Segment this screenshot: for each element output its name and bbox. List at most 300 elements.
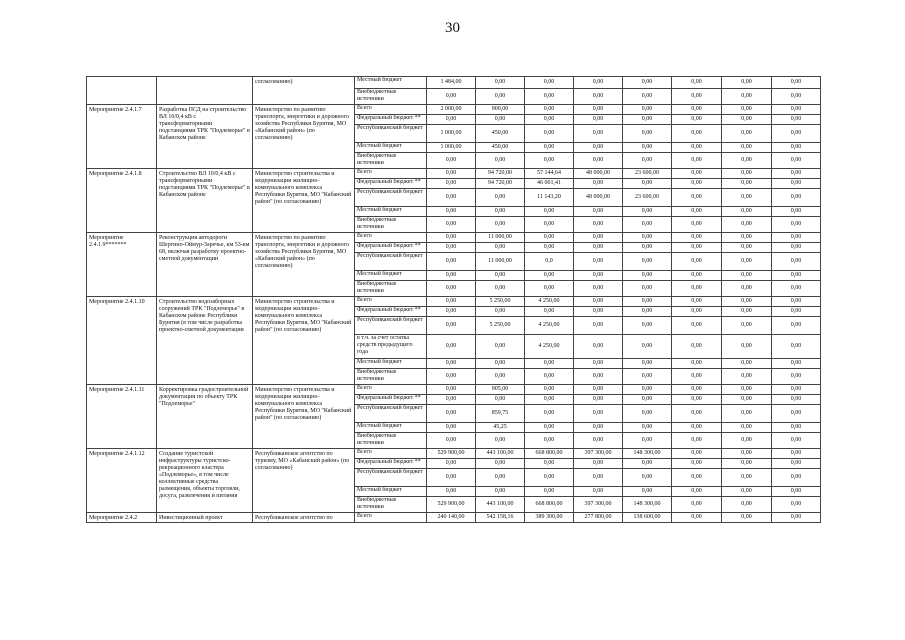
amount-cell: 0,00 bbox=[722, 169, 772, 179]
amount-cell: 389 300,00 bbox=[525, 513, 574, 523]
amount-cell: 0,00 bbox=[722, 395, 772, 405]
amount-cell: 0,00 bbox=[672, 207, 722, 217]
amount-cell: 0,00 bbox=[427, 189, 476, 207]
funding-source-cell: Республиканский бюджет bbox=[355, 469, 427, 487]
amount-cell: 0,00 bbox=[574, 271, 623, 281]
amount-cell: 0,00 bbox=[772, 77, 821, 89]
amount-cell: 0,00 bbox=[623, 207, 672, 217]
amount-cell: 0,00 bbox=[623, 469, 672, 487]
amount-cell: 0,00 bbox=[623, 281, 672, 297]
amount-cell: 57 144,64 bbox=[525, 169, 574, 179]
amount-cell: 0,00 bbox=[722, 253, 772, 271]
amount-cell: 0,00 bbox=[722, 459, 772, 469]
executor-cell: согласованию) bbox=[253, 77, 355, 105]
amount-cell: 0,00 bbox=[722, 105, 772, 115]
amount-cell: 0,00 bbox=[623, 105, 672, 115]
amount-cell: 0,00 bbox=[623, 271, 672, 281]
amount-cell: 0,00 bbox=[427, 297, 476, 307]
funding-source-cell: Федеральный бюджет ** bbox=[355, 307, 427, 317]
amount-cell: 0,00 bbox=[525, 207, 574, 217]
amount-cell: 0,00 bbox=[476, 433, 525, 449]
amount-cell: 0,00 bbox=[574, 179, 623, 189]
amount-cell: 450,00 bbox=[476, 143, 525, 153]
funding-source-cell: Местный бюджет bbox=[355, 77, 427, 89]
amount-cell: 0,00 bbox=[623, 487, 672, 497]
amount-cell: 0,00 bbox=[623, 253, 672, 271]
amount-cell: 0,00 bbox=[574, 359, 623, 369]
funding-source-cell: Всего bbox=[355, 449, 427, 459]
table-row bbox=[87, 105, 821, 115]
amount-cell: 0,00 bbox=[574, 153, 623, 169]
funding-source-cell: Внебюджетные источники bbox=[355, 89, 427, 105]
description-cell: Разработка ПСД на строительство ВЛ 10/0,4 кВ с трансформаторными подстанциями ТРК "Подлеморье" в Кабанском районе bbox=[157, 105, 253, 169]
amount-cell: 1 484,00 bbox=[427, 77, 476, 89]
amount-cell: 859,75 bbox=[476, 405, 525, 423]
amount-cell: 0,00 bbox=[574, 233, 623, 243]
amount-cell: 4 250,00 bbox=[525, 317, 574, 335]
amount-cell: 0,00 bbox=[672, 217, 722, 233]
funding-source-cell: Всего bbox=[355, 297, 427, 307]
amount-cell: 0,00 bbox=[476, 369, 525, 385]
amount-cell: 0,00 bbox=[722, 143, 772, 153]
amount-cell: 0,00 bbox=[772, 395, 821, 405]
executor-cell: Республиканское агентство по туризму, МО «Кабанский район» (по согласованию) bbox=[253, 449, 355, 513]
amount-cell: 0,00 bbox=[574, 307, 623, 317]
amount-cell: 0,00 bbox=[672, 469, 722, 487]
amount-cell: 0,00 bbox=[722, 317, 772, 335]
amount-cell: 0,00 bbox=[672, 125, 722, 143]
amount-cell: 0,00 bbox=[672, 233, 722, 243]
amount-cell: 138 600,00 bbox=[623, 513, 672, 523]
amount-cell: 0,00 bbox=[574, 243, 623, 253]
amount-cell: 0,00 bbox=[772, 233, 821, 243]
amount-cell: 0,00 bbox=[476, 359, 525, 369]
amount-cell: 0,00 bbox=[623, 89, 672, 105]
amount-cell: 0,00 bbox=[525, 217, 574, 233]
executor-cell: Министерство по развитию транспорта, энергетики и дорожного хозяйства Республики Бурятия, МО «Кабанский район» (по согласованию) bbox=[253, 233, 355, 297]
amount-cell: 0,00 bbox=[623, 459, 672, 469]
amount-cell: 0,00 bbox=[623, 317, 672, 335]
measure-cell: Мероприятие 2.4.1.11 bbox=[87, 385, 157, 449]
amount-cell: 0,00 bbox=[623, 233, 672, 243]
amount-cell: 0,00 bbox=[722, 281, 772, 297]
amount-cell: 0,00 bbox=[772, 335, 821, 359]
measure-cell: Мероприятие 2.4.1.9******* bbox=[87, 233, 157, 297]
amount-cell: 443 100,00 bbox=[476, 449, 525, 459]
description-cell bbox=[157, 77, 253, 105]
amount-cell: 0,00 bbox=[574, 217, 623, 233]
amount-cell: 0,00 bbox=[672, 271, 722, 281]
amount-cell: 0,00 bbox=[525, 105, 574, 115]
amount-cell: 0,00 bbox=[672, 105, 722, 115]
amount-cell: 0,00 bbox=[427, 281, 476, 297]
amount-cell: 0,00 bbox=[722, 233, 772, 243]
amount-cell: 0,00 bbox=[772, 271, 821, 281]
amount-cell: 0,00 bbox=[525, 405, 574, 423]
amount-cell: 45,25 bbox=[476, 423, 525, 433]
measure-cell: Мероприятие 2.4.1.8 bbox=[87, 169, 157, 233]
amount-cell: 0,00 bbox=[672, 459, 722, 469]
amount-cell: 0,00 bbox=[574, 143, 623, 153]
amount-cell: 0,00 bbox=[672, 307, 722, 317]
funding-source-cell: Республиканский бюджет bbox=[355, 405, 427, 423]
amount-cell: 0,00 bbox=[722, 153, 772, 169]
amount-cell: 0,00 bbox=[772, 207, 821, 217]
executor-cell: Министерство строительства и модернизации жилищно-коммунального комплекса Республики Бурятия, МО "Кабанский район" (по согласованию) bbox=[253, 297, 355, 385]
amount-cell: 900,00 bbox=[476, 105, 525, 115]
amount-cell: 668 800,00 bbox=[525, 497, 574, 513]
amount-cell: 0,00 bbox=[525, 153, 574, 169]
description-cell: Реконструкция автодороги Шергино-Оймур-Заречье, км 53-км 68, включая разработку проектно-сметной документации bbox=[157, 233, 253, 297]
amount-cell: 0,00 bbox=[722, 513, 772, 523]
amount-cell: 0,00 bbox=[722, 469, 772, 487]
amount-cell: 0,00 bbox=[525, 125, 574, 143]
amount-cell: 0,00 bbox=[427, 317, 476, 335]
amount-cell: 1 000,00 bbox=[427, 125, 476, 143]
funding-source-cell: Федеральный бюджет ** bbox=[355, 179, 427, 189]
amount-cell: 0,00 bbox=[427, 169, 476, 179]
amount-cell: 0,00 bbox=[525, 385, 574, 395]
amount-cell: 0,00 bbox=[722, 217, 772, 233]
funding-source-cell: Всего bbox=[355, 513, 427, 523]
amount-cell: 0,00 bbox=[772, 513, 821, 523]
amount-cell: 0,00 bbox=[623, 405, 672, 423]
amount-cell: 0,00 bbox=[722, 405, 772, 423]
executor-cell: Министерство по развитию транспорта, энергетики и дорожного хозяйства Республики Бурятия, МО «Кабанский район» (по согласованию) bbox=[253, 105, 355, 169]
amount-cell: 0,00 bbox=[427, 217, 476, 233]
funding-source-cell: Федеральный бюджет ** bbox=[355, 395, 427, 405]
funding-source-cell: Всего bbox=[355, 385, 427, 395]
table-row bbox=[87, 297, 821, 307]
amount-cell: 0,00 bbox=[574, 105, 623, 115]
amount-cell: 0,00 bbox=[574, 459, 623, 469]
amount-cell: 0,00 bbox=[672, 253, 722, 271]
amount-cell: 0,00 bbox=[672, 189, 722, 207]
amount-cell: 0,00 bbox=[574, 423, 623, 433]
funding-source-cell: Местный бюджет bbox=[355, 359, 427, 369]
amount-cell: 0,00 bbox=[427, 307, 476, 317]
amount-cell: 0,00 bbox=[525, 233, 574, 243]
amount-cell: 0,00 bbox=[574, 369, 623, 385]
amount-cell: 0,00 bbox=[722, 207, 772, 217]
funding-source-cell: Внебюджетные источники bbox=[355, 153, 427, 169]
amount-cell: 148 300,00 bbox=[623, 449, 672, 459]
amount-cell: 0,00 bbox=[623, 433, 672, 449]
amount-cell: 0,00 bbox=[772, 143, 821, 153]
amount-cell: 0,00 bbox=[623, 143, 672, 153]
amount-cell: 0,00 bbox=[672, 335, 722, 359]
amount-cell: 0,00 bbox=[672, 89, 722, 105]
amount-cell: 0,00 bbox=[672, 359, 722, 369]
amount-cell: 0,00 bbox=[722, 449, 772, 459]
amount-cell: 0,00 bbox=[427, 271, 476, 281]
amount-cell: 0,00 bbox=[772, 487, 821, 497]
amount-cell: 0,00 bbox=[623, 115, 672, 125]
amount-cell: 0,00 bbox=[722, 115, 772, 125]
amount-cell: 0,00 bbox=[623, 297, 672, 307]
amount-cell: 240 140,00 bbox=[427, 513, 476, 523]
amount-cell: 0,00 bbox=[574, 469, 623, 487]
amount-cell: 0,00 bbox=[525, 307, 574, 317]
amount-cell: 23 600,00 bbox=[623, 169, 672, 179]
amount-cell: 450,00 bbox=[476, 125, 525, 143]
description-cell: Создание туристской инфраструктуры туристско-рекреационного кластера «Подлеморье», в том числе коллективные средства размещения, объекты торговли, досуга, развлечения и питания bbox=[157, 449, 253, 513]
amount-cell: 0,00 bbox=[476, 115, 525, 125]
amount-cell: 0,00 bbox=[672, 281, 722, 297]
amount-cell: 0,00 bbox=[672, 423, 722, 433]
amount-cell: 443 100,00 bbox=[476, 497, 525, 513]
amount-cell: 0,00 bbox=[476, 281, 525, 297]
executor-cell: Министерство строительства и модернизации жилищно-коммунального комплекса Республики Бурятия, МО "Кабанский район" (по согласованию) bbox=[253, 169, 355, 233]
amount-cell: 0,00 bbox=[722, 125, 772, 143]
amount-cell: 0,00 bbox=[672, 395, 722, 405]
amount-cell: 0,00 bbox=[574, 207, 623, 217]
amount-cell: 0,00 bbox=[525, 469, 574, 487]
amount-cell: 0,00 bbox=[722, 307, 772, 317]
amount-cell: 0,00 bbox=[722, 271, 772, 281]
amount-cell: 0,00 bbox=[772, 217, 821, 233]
amount-cell: 0,00 bbox=[722, 297, 772, 307]
amount-cell: 0,00 bbox=[772, 115, 821, 125]
amount-cell: 11 143,20 bbox=[525, 189, 574, 207]
amount-cell: 0,00 bbox=[574, 89, 623, 105]
amount-cell: 0,00 bbox=[476, 395, 525, 405]
amount-cell: 23 600,00 bbox=[623, 189, 672, 207]
amount-cell: 0,00 bbox=[476, 307, 525, 317]
amount-cell: 0,00 bbox=[574, 115, 623, 125]
amount-cell: 0,00 bbox=[476, 189, 525, 207]
amount-cell: 0,00 bbox=[574, 281, 623, 297]
funding-source-cell: Всего bbox=[355, 233, 427, 243]
measure-cell: Мероприятие 2.4.1.10 bbox=[87, 297, 157, 385]
funding-source-cell: Местный бюджет bbox=[355, 487, 427, 497]
amount-cell: 0,00 bbox=[623, 395, 672, 405]
amount-cell: 0,00 bbox=[722, 423, 772, 433]
amount-cell: 48 000,00 bbox=[574, 189, 623, 207]
amount-cell: 0,00 bbox=[525, 395, 574, 405]
amount-cell: 0,00 bbox=[623, 369, 672, 385]
amount-cell: 0,00 bbox=[574, 125, 623, 143]
funding-source-cell: Федеральный бюджет ** bbox=[355, 243, 427, 253]
amount-cell: 0,00 bbox=[574, 487, 623, 497]
table-row bbox=[87, 233, 821, 243]
amount-cell: 0,00 bbox=[574, 433, 623, 449]
description-cell: Корректировка градостроительной документации по объекту ТРК "Подлеморье" bbox=[157, 385, 253, 449]
amount-cell: 668 800,00 bbox=[525, 449, 574, 459]
amount-cell: 0,00 bbox=[772, 369, 821, 385]
amount-cell: 0,00 bbox=[427, 153, 476, 169]
funding-source-cell: Республиканский бюджет bbox=[355, 317, 427, 335]
table-row bbox=[87, 385, 821, 395]
description-cell: Строительство водозаборных сооружений ТРК "Подлеморье" в Кабанском районе Республики Бурятия (в том числе разработка проектно-сметной документации bbox=[157, 297, 253, 385]
amount-cell: 0,00 bbox=[772, 297, 821, 307]
amount-cell: 0,00 bbox=[672, 243, 722, 253]
amount-cell: 0,00 bbox=[623, 335, 672, 359]
amount-cell: 0,00 bbox=[772, 459, 821, 469]
amount-cell: 0,00 bbox=[772, 433, 821, 449]
amount-cell: 0,00 bbox=[672, 405, 722, 423]
amount-cell: 0,00 bbox=[427, 487, 476, 497]
executor-cell: Республиканское агентство по bbox=[253, 513, 355, 523]
funding-source-cell: Федеральный бюджет ** bbox=[355, 115, 427, 125]
amount-cell: 0,00 bbox=[772, 385, 821, 395]
amount-cell: 5 250,00 bbox=[476, 297, 525, 307]
amount-cell: 0,00 bbox=[672, 143, 722, 153]
amount-cell: 0,00 bbox=[427, 207, 476, 217]
amount-cell: 0,00 bbox=[772, 307, 821, 317]
amount-cell: 0,00 bbox=[772, 497, 821, 513]
amount-cell: 0,00 bbox=[722, 335, 772, 359]
measure-cell: Мероприятие 2.4.2 bbox=[87, 513, 157, 523]
amount-cell: 0,00 bbox=[574, 335, 623, 359]
description-cell: Инвестиционный проект bbox=[157, 513, 253, 523]
amount-cell: 0,00 bbox=[772, 281, 821, 297]
executor-cell: Министерство строительства и модернизации жилищно-коммунального комплекса Республики Бурятия, МО "Кабанский район" (по согласованию) bbox=[253, 385, 355, 449]
amount-cell: 0,00 bbox=[672, 497, 722, 513]
amount-cell: 0,00 bbox=[623, 243, 672, 253]
amount-cell: 0,00 bbox=[427, 423, 476, 433]
amount-cell: 4 250,00 bbox=[525, 297, 574, 307]
measure-cell: Мероприятие 2.4.1.7 bbox=[87, 105, 157, 169]
amount-cell: 2 000,00 bbox=[427, 105, 476, 115]
amount-cell: 4 250,00 bbox=[525, 335, 574, 359]
amount-cell: 0,00 bbox=[772, 189, 821, 207]
page-number: 30 bbox=[445, 20, 460, 36]
amount-cell: 0,00 bbox=[722, 369, 772, 385]
amount-cell: 0,00 bbox=[476, 469, 525, 487]
amount-cell: 0,00 bbox=[476, 459, 525, 469]
amount-cell: 0,00 bbox=[672, 153, 722, 169]
amount-cell: 397 300,00 bbox=[574, 449, 623, 459]
amount-cell: 0,00 bbox=[672, 77, 722, 89]
amount-cell: 0,00 bbox=[476, 271, 525, 281]
amount-cell: 0,00 bbox=[672, 169, 722, 179]
amount-cell: 0,00 bbox=[772, 105, 821, 115]
amount-cell: 0,00 bbox=[525, 359, 574, 369]
table-row bbox=[87, 513, 821, 523]
amount-cell: 0,00 bbox=[427, 115, 476, 125]
amount-cell: 0,00 bbox=[525, 423, 574, 433]
amount-cell: 0,00 bbox=[525, 459, 574, 469]
amount-cell: 0,00 bbox=[427, 459, 476, 469]
amount-cell: 0,00 bbox=[772, 423, 821, 433]
amount-cell: 0,00 bbox=[427, 385, 476, 395]
amount-cell: 0,00 bbox=[672, 385, 722, 395]
amount-cell: 0,00 bbox=[525, 89, 574, 105]
amount-cell: 0,00 bbox=[722, 179, 772, 189]
amount-cell: 0,00 bbox=[772, 449, 821, 459]
amount-cell: 0,00 bbox=[672, 433, 722, 449]
amount-cell: 0,00 bbox=[574, 317, 623, 335]
funding-source-cell: Внебюджетные источники bbox=[355, 497, 427, 513]
amount-cell: 0,00 bbox=[672, 369, 722, 385]
amount-cell: 0,00 bbox=[476, 207, 525, 217]
amount-cell: 0,00 bbox=[672, 513, 722, 523]
amount-cell: 397 300,00 bbox=[574, 497, 623, 513]
amount-cell: 148 300,00 bbox=[623, 497, 672, 513]
funding-source-cell: Всего bbox=[355, 169, 427, 179]
amount-cell: 0,00 bbox=[427, 359, 476, 369]
funding-source-cell: Местный бюджет bbox=[355, 143, 427, 153]
amount-cell: 0,00 bbox=[623, 385, 672, 395]
amount-cell: 11 000,00 bbox=[476, 253, 525, 271]
funding-source-cell: Внебюджетные источники bbox=[355, 369, 427, 385]
funding-source-cell: Местный бюджет bbox=[355, 271, 427, 281]
amount-cell: 0,00 bbox=[623, 125, 672, 143]
amount-cell: 0,00 bbox=[476, 243, 525, 253]
amount-cell: 905,00 bbox=[476, 385, 525, 395]
funding-source-cell: Местный бюджет bbox=[355, 207, 427, 217]
amount-cell: 0,00 bbox=[722, 89, 772, 105]
measure-cell: Мероприятие 2.4.1.12 bbox=[87, 449, 157, 513]
amount-cell: 0,00 bbox=[672, 115, 722, 125]
amount-cell: 0,00 bbox=[623, 179, 672, 189]
amount-cell: 0,00 bbox=[525, 369, 574, 385]
amount-cell: 46 001,41 bbox=[525, 179, 574, 189]
amount-cell: 0,00 bbox=[525, 115, 574, 125]
amount-cell: 0,00 bbox=[476, 487, 525, 497]
amount-cell: 48 000,00 bbox=[574, 169, 623, 179]
amount-cell: 0,00 bbox=[722, 243, 772, 253]
amount-cell: 0,00 bbox=[722, 359, 772, 369]
amount-cell: 0,00 bbox=[574, 77, 623, 89]
amount-cell: 94 720,00 bbox=[476, 179, 525, 189]
amount-cell: 0,00 bbox=[427, 233, 476, 243]
amount-cell: 0,00 bbox=[722, 189, 772, 207]
amount-cell: 0,00 bbox=[574, 297, 623, 307]
amount-cell: 277 800,00 bbox=[574, 513, 623, 523]
amount-cell: 0,00 bbox=[525, 487, 574, 497]
amount-cell: 0,00 bbox=[574, 395, 623, 405]
amount-cell: 0,00 bbox=[525, 281, 574, 297]
amount-cell: 0,00 bbox=[476, 89, 525, 105]
amount-cell: 0,00 bbox=[623, 307, 672, 317]
amount-cell: 0,00 bbox=[525, 243, 574, 253]
funding-source-cell: Республиканский бюджет bbox=[355, 189, 427, 207]
amount-cell: 0,00 bbox=[525, 77, 574, 89]
amount-cell: 0,00 bbox=[525, 143, 574, 153]
amount-cell: 542 158,16 bbox=[476, 513, 525, 523]
amount-cell: 0,00 bbox=[722, 487, 772, 497]
amount-cell: 0,00 bbox=[623, 153, 672, 169]
funding-source-cell: Внебюджетные источники bbox=[355, 281, 427, 297]
amount-cell: 0,00 bbox=[772, 243, 821, 253]
amount-cell: 0,00 bbox=[772, 125, 821, 143]
amount-cell: 5 250,00 bbox=[476, 317, 525, 335]
amount-cell: 0,00 bbox=[427, 395, 476, 405]
amount-cell: 0,00 bbox=[427, 179, 476, 189]
amount-cell: 0,00 bbox=[772, 469, 821, 487]
amount-cell: 0,00 bbox=[772, 405, 821, 423]
amount-cell: 0,00 bbox=[476, 77, 525, 89]
amount-cell: 0,00 bbox=[772, 153, 821, 169]
program-funding-table bbox=[86, 76, 821, 523]
amount-cell: 0,00 bbox=[672, 487, 722, 497]
amount-cell: 0,00 bbox=[427, 405, 476, 423]
amount-cell: 0,00 bbox=[722, 77, 772, 89]
description-cell: Строительство ВЛ 10/0,4 кВ с трансформаторными подстанциями ТРК "Подлеморье" в Кабанском районе bbox=[157, 169, 253, 233]
measure-cell bbox=[87, 77, 157, 105]
amount-cell: 0,00 bbox=[574, 405, 623, 423]
amount-cell: 0,00 bbox=[525, 271, 574, 281]
funding-source-cell: Федеральный бюджет ** bbox=[355, 459, 427, 469]
amount-cell: 0,00 bbox=[427, 89, 476, 105]
amount-cell: 0,00 bbox=[476, 217, 525, 233]
amount-cell: 0,00 bbox=[672, 449, 722, 459]
amount-cell: 0,00 bbox=[772, 317, 821, 335]
amount-cell: 0,00 bbox=[427, 335, 476, 359]
amount-cell: 0,00 bbox=[772, 89, 821, 105]
